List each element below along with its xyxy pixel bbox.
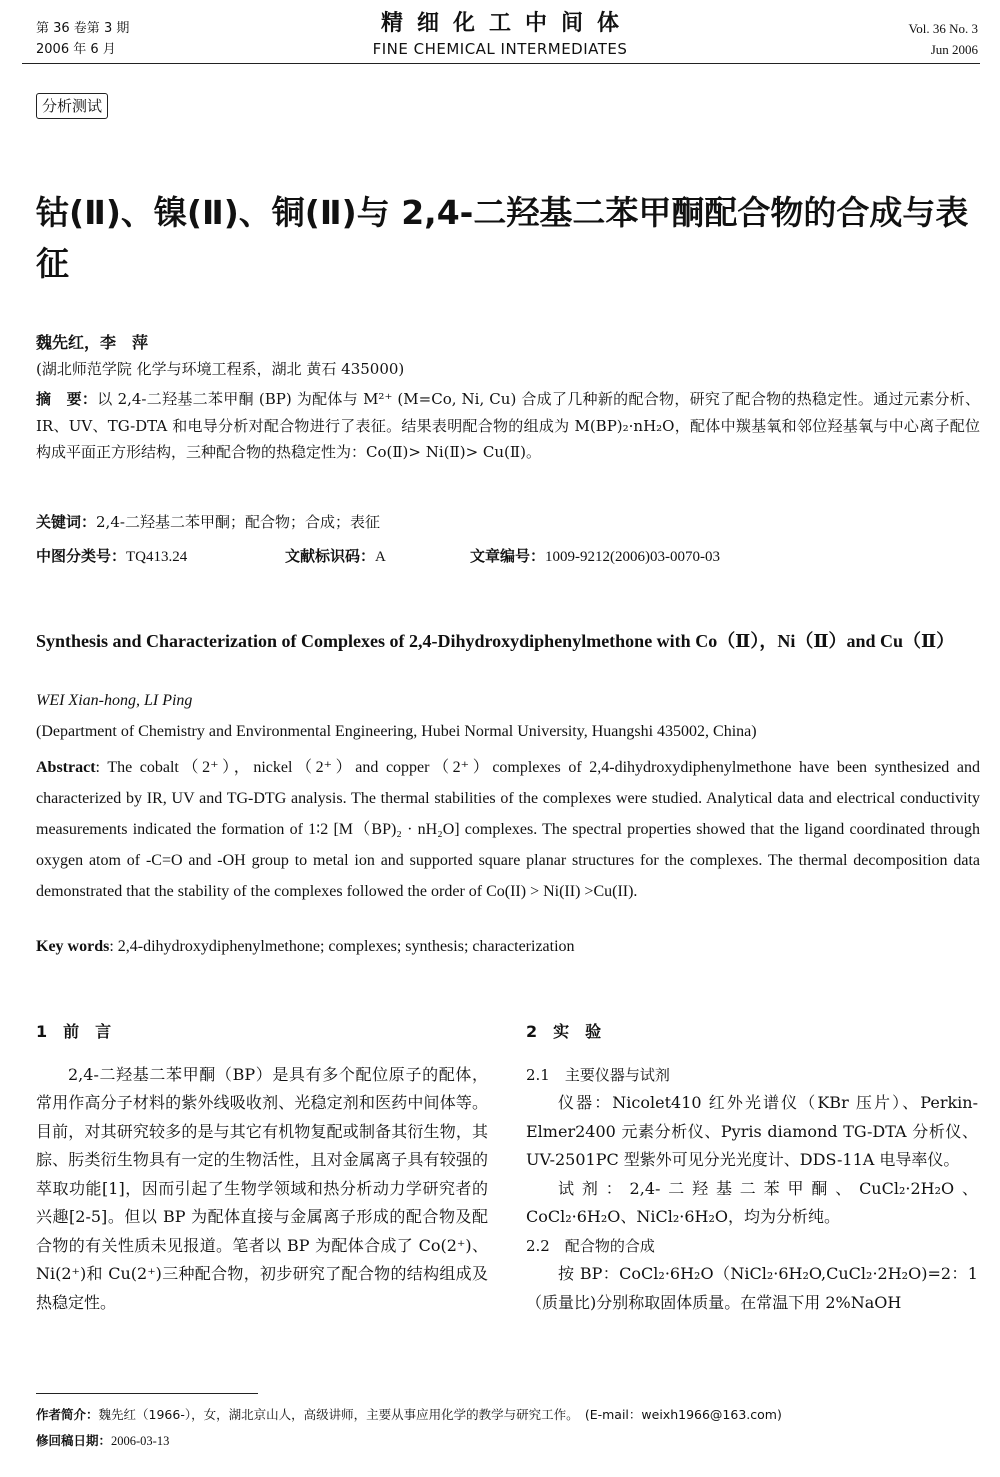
keywords-en: Key words: 2,4-dihydroxydiphenylmethone; complexes; synthesis; characterization: [36, 938, 575, 955]
article-title-cn: 钴(Ⅱ)、镍(Ⅱ)、铜(Ⅱ)与 2,4-二羟基二苯甲酮配合物的合成与表征: [36, 193, 969, 283]
journal-name-cn: 精细化工中间体: [380, 11, 633, 36]
header-right: [909, 18, 978, 60]
affiliation-cn: (湖北师范学院 化学与环境工程系，湖北 黄石 435000): [36, 360, 405, 378]
section-2-heading: 2 实 验: [526, 1022, 602, 1041]
section-1-paragraph: 2,4-二羟基二苯甲酮（BP）是具有多个配位原子的配体，常用作高分子材料的紫外线吸收剂、光稳定剂和医药中间体等。目前，对其研究较多的是与其它有机物复配或制备其衍生物，其腙、肟类衍生物具有一定的生物活性，且对金属离子具有较强的萃取功能[1]，因而引起了生物学领域和热分析动力学研究者的兴趣[2-5]。但以 BP 为配体直接与金属离子形成的配合物及配合物的有关性质未见报道。笔者以 BP 为配体合成了 Co(2⁺)、Ni(2⁺)和 Cu(2⁺)三种配合物，初步研究了配合物的结构组成及热稳定性。: [36, 1064, 488, 1312]
article-title-en: Synthesis and Characterization of Complexes of 2,4-Dihydroxydiphenylmethone with Co（Ⅱ），Ni（Ⅱ）and Cu（Ⅱ）: [36, 631, 955, 651]
abstract-cn-label: 摘 要：: [36, 390, 98, 408]
date-en: Jun 2006: [930, 42, 978, 57]
subsection-2-1-heading: 2.1 主要仪器与试剂: [526, 1065, 670, 1084]
affiliation-en: (Department of Chemistry and Environmental Engineering, Hubei Normal University, Huangshi 435002, China): [36, 723, 757, 740]
synthesis-paragraph: 按 BP：CoCl₂·6H₂O（NiCl₂·6H₂O,CuCl₂·2H₂O)=2：1（质量比)分别称取固体质量。在常温下用 2%NaOH: [526, 1264, 978, 1312]
keywords-en-label: Key words: [36, 938, 110, 955]
header-rule: [22, 63, 980, 64]
header-center: [0, 10, 1000, 60]
keywords-cn-label: 关键词：: [36, 513, 97, 531]
date-cn: 2006 年 6 月: [36, 42, 116, 57]
section-tag: 分析测试: [36, 93, 108, 119]
reagents-paragraph: 试剂：2,4-二羟基二苯甲酮、CuCl₂·2H₂O、CoCl₂·6H₂O、NiCl₂·6H₂O，均为分析纯。: [526, 1178, 978, 1226]
journal-name-en: FINE CHEMICAL INTERMEDIATES: [372, 40, 628, 58]
authors-cn: 魏先红，李 萍: [36, 333, 149, 352]
instruments-paragraph: 仪器：Nicolet410 红外光谱仪（KBr 压片）、Perkin-Elmer2400 元素分析仪、Pyris diamond TG-DTA 分析仪、UV-2501PC 型紫外可见分光光度计、DDS-11A 电导率仪。: [526, 1093, 978, 1169]
subsection-2-2-heading: 2.2 配合物的合成: [526, 1236, 655, 1255]
footnote-revised-date: 修回稿日期：2006-03-13: [36, 1433, 170, 1448]
volume-issue-en: Vol. 36 No. 3: [908, 21, 978, 36]
footnote-rule: [36, 1393, 258, 1394]
section-1-heading: 1 前 言: [36, 1022, 112, 1041]
abstract-cn: [36, 386, 980, 466]
volume-issue-cn: 第 36 卷第 3 期: [36, 21, 130, 36]
clc-number: 中图分类号：TQ413.24: [36, 547, 188, 565]
abstract-en-label: Abstract: [36, 759, 96, 776]
footnote-author: 作者简介：魏先红（1966-），女，湖北京山人，高级讲师，主要从事应用化学的教学与研究工作。 (E-mail：weixh1966@163.com): [36, 1407, 782, 1422]
section-introduction: [36, 1018, 488, 1317]
abstract-cn-text: 以 2,4-二羟基二苯甲酮 (BP) 为配体与 M²⁺ (M=Co, Ni, Cu) 合成了几种新的配合物，研究了配合物的热稳定性。通过元素分析、IR、UV、TG-DTA 和电导分析对配合物进行了表征。结果表明配合物的组成为 M(BP)₂·nH₂O，配体中羰基氧和邻位羟基氧与中心离子配位构成平面正方形结构，三种配合物的热稳定性为：Co(Ⅱ)> Ni(Ⅱ)> Cu(Ⅱ)。: [36, 390, 980, 461]
authors-en: WEI Xian-hong, LI Ping: [36, 692, 193, 709]
keywords-en-text: 2,4-dihydroxydiphenylmethone; complexes; synthesis; characterization: [117, 938, 575, 955]
abstract-en-text: The cobalt（2⁺），nickel（2⁺）and copper（2⁺）complexes of 2,4-dihydroxydiphenylmethone have been synthesized and characterized by IR, UV and TG-DTG analysis. The thermal stabilities of the complexes were studied. Analytical data and electrical conductivity measurements indicated the formation of 1∶2 [M（BP)₂ · nH₂O] complexes. The spectral properties showed that the ligand coordinated through oxygen atom of -C=O and -OH group to metal ion and supported square planar structures for the complexes. The thermal decomposition data demonstrated that the stability of the complexes followed the order of Co(II) > Ni(II) >Cu(II).: [36, 759, 980, 900]
abstract-en: Abstract: The cobalt（2⁺），nickel（2⁺）and copper（2⁺）complexes of 2,4-dihydroxydiphenylmethone have been synthesized and characterized by IR, UV and TG-DTG analysis. The thermal stabilities of the complexes were studied. Analytical data and electrical conductivity measurements indicated the formation of 1∶2 [M（BP)₂ · nH₂O] complexes. The spectral properties showed that the ligand coordinated through oxygen atom of -C=O and -OH group to metal ion and supported square planar structures for the complexes. The thermal decomposition data demonstrated that the stability of the complexes followed the order of Co(II) > Ni(II) >Cu(II).: [36, 759, 980, 900]
article-number: 文章编号：1009-9212(2006)03-0070-03: [470, 547, 720, 565]
section-experimental: [526, 1018, 978, 1317]
document-code: 文献标识码：A: [285, 547, 386, 565]
keywords-cn-text: 2,4-二羟基二苯甲酮；配合物；合成；表征: [96, 513, 380, 531]
keywords-cn: [36, 512, 380, 532]
